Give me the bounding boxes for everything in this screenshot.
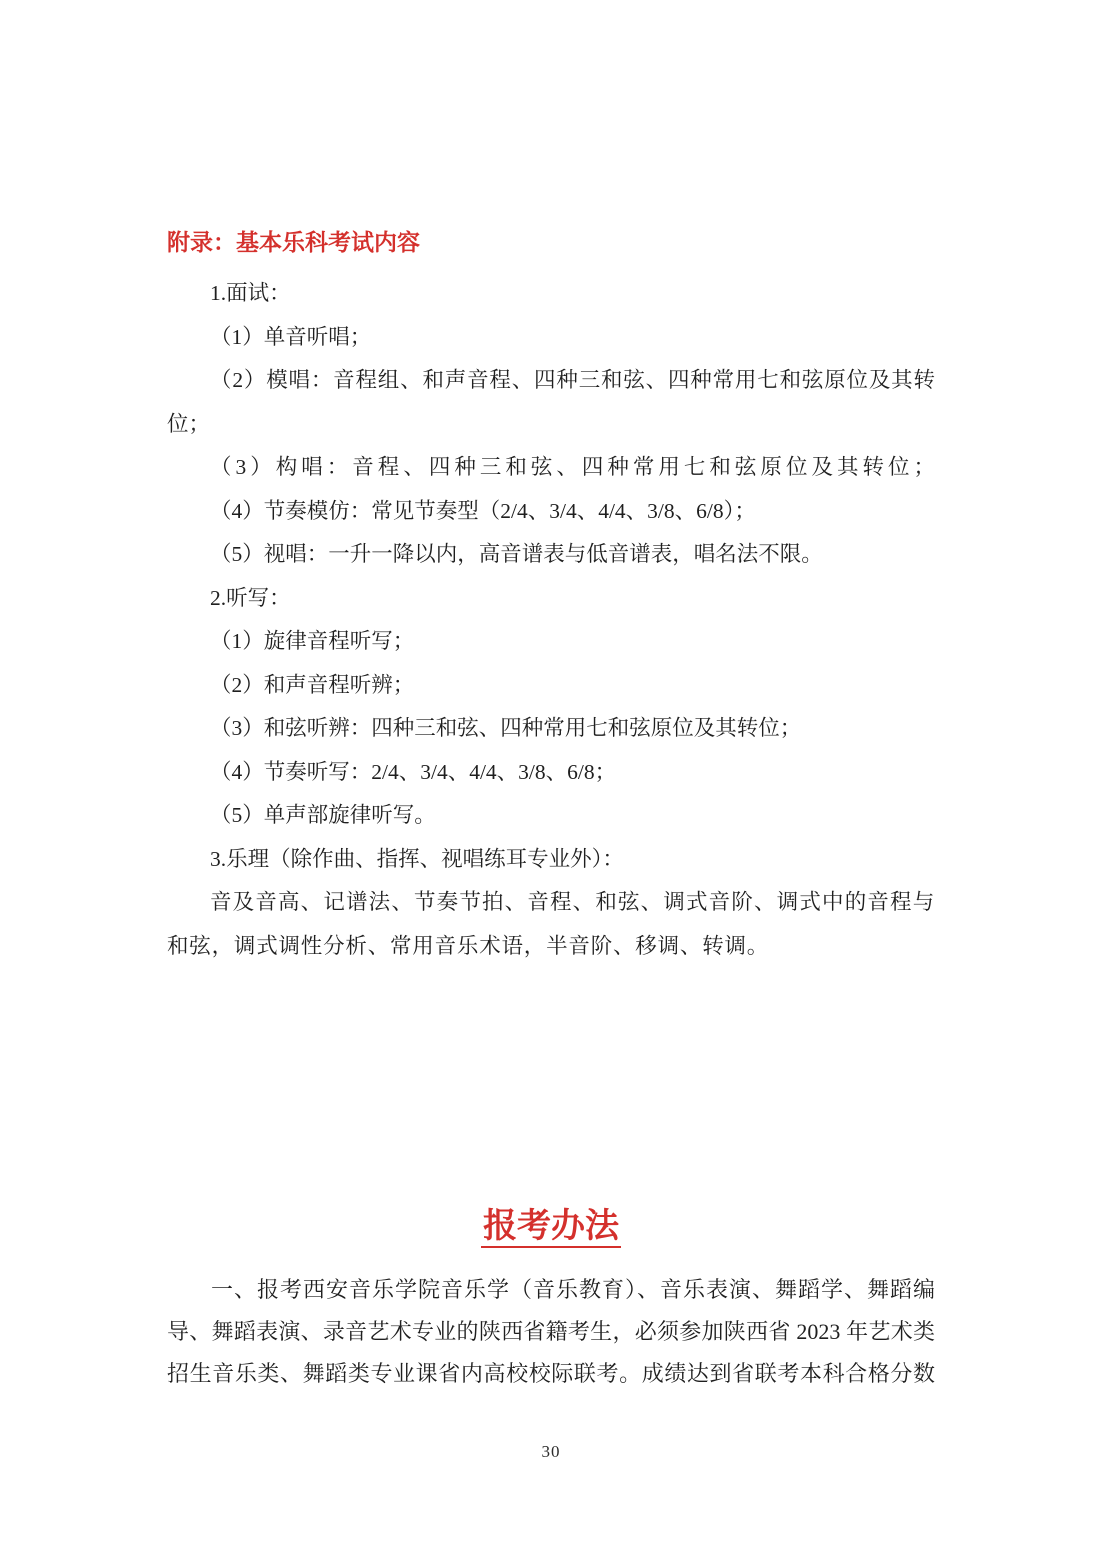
appendix-line: 2.听写：: [210, 585, 291, 610]
appendix-line: 3.乐理（除作曲、指挥、视唱练耳专业外）：: [210, 846, 624, 871]
appendix-line: （1）旋律音程听写；: [210, 629, 415, 653]
appendix-title: 附录：基本乐科考试内容: [167, 229, 420, 255]
application-method-paragraph: 一、报考西安音乐学院音乐学（音乐教育）、音乐表演、舞蹈学、舞蹈编导、舞蹈表演、录音艺术专业的陕西省籍考生，必须参加陕西省 2023 年艺术类招生音乐类、舞蹈类专业课省内高校校际联考。成绩达到省联考本科合格分数: [167, 1277, 935, 1386]
appendix-line: （3）构唱：音程、四种三和弦、四种常用七和弦原位及其转位；: [210, 455, 935, 479]
appendix-line: （3）和弦听辨：四种三和弦、四种常用七和弦原位及其转位；: [210, 716, 802, 740]
appendix-line: （5）视唱：一升一降以内，高音谱表与低音谱表，唱名法不限。: [210, 542, 823, 566]
appendix-line: （1）单音听唱；: [210, 324, 372, 349]
appendix-line: （2）模唱：音程组、和声音程、四种三和弦、四种常用七和弦原位及其转位；: [167, 368, 935, 436]
section-heading-text: 报考办法: [481, 1208, 621, 1248]
appendix-line: （4）节奏模仿：常见节奏型（2/4、3/4、4/4、3/8、6/8）；: [210, 498, 756, 523]
section-heading: [167, 1203, 935, 1251]
appendix-line: 音及音高、记谱法、节奏节拍、音程、和弦、调式音阶、调式中的音程与和弦，调式调性分析、常用音乐术语，半音阶、移调、转调。: [167, 890, 935, 958]
page-number: 30: [541, 1442, 561, 1461]
appendix-line: （5）单声部旋律听写。: [210, 803, 436, 827]
appendix-line: 1.面试：: [210, 281, 291, 305]
appendix-line: （4）节奏听写：2/4、3/4、4/4、3/8、6/8；: [210, 759, 617, 784]
appendix-line: （2）和声音程听辨；: [210, 672, 415, 697]
page-content: [167, 226, 935, 1395]
